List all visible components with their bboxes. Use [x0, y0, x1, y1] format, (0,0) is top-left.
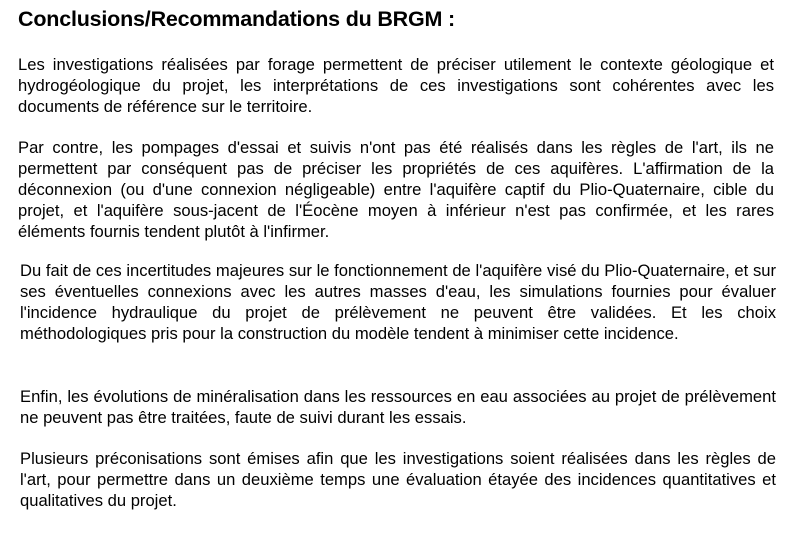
paragraph-investigations: Les investigations réalisées par forage permettent de préciser utilement le contexte géologique et hydrogéologique du projet, les interprétations de ces investigations sont cohérentes avec les documents de référence sur le territoire.	[18, 55, 774, 116]
paragraph-uncertainties: Du fait de ces incertitudes majeures sur le fonctionnement de l'aquifère visé du Plio-Quaternaire, et sur ses éventuelles connexions avec les autres masses d'eau, les simulations fournies pour évaluer l'incidence hydraulique du projet de prélèvement ne peuvent être validées. Et les choix méthodologiques pris pour la construction du modèle tendent à minimiser cette incidence.	[20, 261, 776, 343]
paragraph-recommendations: Plusieurs préconisations sont émises afin que les investigations soient réalisées dans les règles de l'art, pour permettre dans un deuxième temps une évaluation étayée des incidences quantitatives et qualitatives du projet.	[20, 449, 776, 510]
paragraph-pumping-tests: Par contre, les pompages d'essai et suivis n'ont pas été réalisés dans les règles de l'art, ils ne permettent par conséquent pas de préciser les propriétés de ces aquifères. L'affirmation de la déconnexion (ou d'une connexion négligeable) entre l'aquifère captif du Plio-Quaternaire, cible du projet, et l'aquifère sous-jacent de l'Éocène moyen à inférieur n'est pas confirmée, et les rares éléments fournis tendent plutôt à l'infirmer.	[18, 138, 774, 241]
paragraph-mineralisation: Enfin, les évolutions de minéralisation dans les ressources en eau associées au projet de prélèvement ne peuvent pas être traitées, faute de suivi durant les essais.	[20, 387, 776, 427]
section-title: Conclusions/Recommandations du BRGM :	[18, 7, 455, 31]
